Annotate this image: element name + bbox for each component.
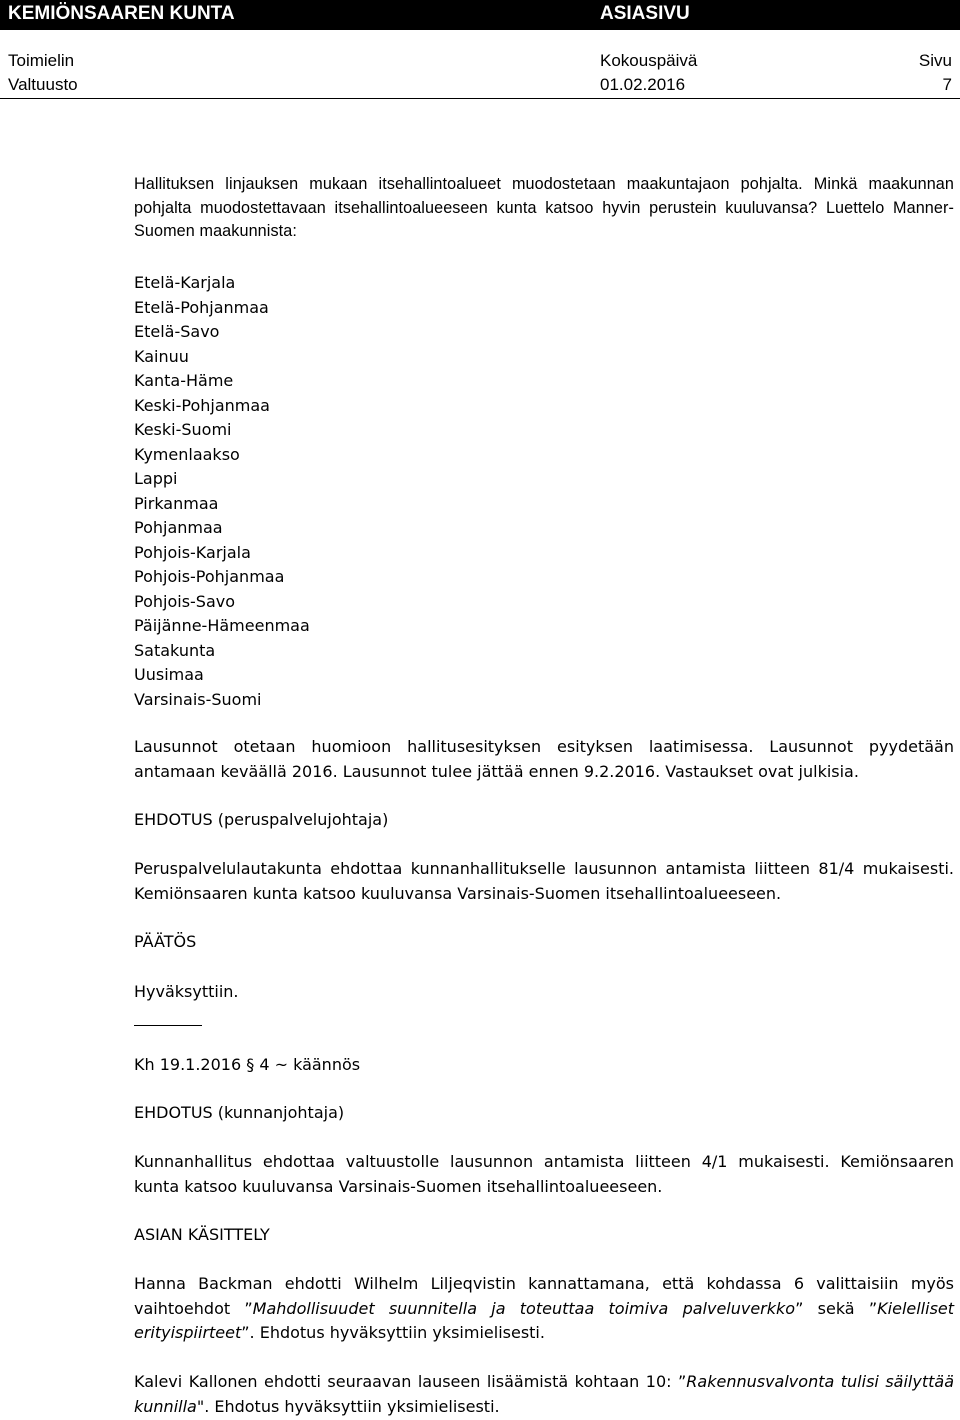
decision-text: Hyväksyttiin. xyxy=(134,982,239,1001)
region-item: Päijänne-Hämeenmaa xyxy=(134,616,310,635)
organ-label: Toimielin xyxy=(8,51,75,70)
region-item: Keski-Suomi xyxy=(134,420,232,439)
page-label: Sivu xyxy=(918,51,952,70)
handling-paragraph-2 xyxy=(134,1370,954,1419)
header-rule xyxy=(0,98,960,99)
region-item: Pohjois-Savo xyxy=(134,591,236,611)
region-item: Pirkanmaa xyxy=(134,493,219,513)
decision-heading: PÄÄTÖS xyxy=(134,932,197,951)
handling-heading: ASIAN KÄSITTELY xyxy=(134,1225,270,1244)
handling-text: ”. Ehdotus hyväksyttiin yksimielisesti. xyxy=(241,1323,545,1342)
region-item: Keski-Pohjanmaa xyxy=(134,395,270,415)
region-item: Lappi xyxy=(134,469,178,488)
region-item: Kymenlaakso xyxy=(134,444,240,464)
region-item: Kanta-Häme xyxy=(134,371,234,390)
region-item: Pohjois-Pohjanmaa xyxy=(134,567,285,586)
separator-line xyxy=(134,1025,202,1026)
intro-paragraph: Hallituksen linjauksen mukaan itsehallintoalueet muodostetaan maakuntajaon pohjalta. Minkä maakunnan pohjalta muodostettavaan itsehallintoalueeseen kunta katsoo hyvin perustein kuuluvansa? Luettelo Manner-Suomen maakunnista: xyxy=(134,175,954,240)
region-item: Uusimaa xyxy=(134,665,204,684)
page-number: 7 xyxy=(942,75,952,94)
handling-quote: Mahdollisuudet suunnitella ja toteuttaa toimiva palveluverkko xyxy=(252,1298,796,1318)
date-value: 01.02.2016 xyxy=(600,75,686,94)
region-item: Kainuu xyxy=(134,346,189,366)
proposal-heading: EHDOTUS (peruspalvelujohtaja) xyxy=(134,810,389,829)
region-item: Etelä-Savo xyxy=(134,322,220,341)
handling-paragraph-1 xyxy=(134,1272,954,1346)
handling-quote: Rakennusvalvonta tulisi säilyttää kunnilla xyxy=(134,1372,954,1416)
region-item: Pohjanmaa xyxy=(134,518,223,537)
proposal-paragraph: Peruspalvelulautakunta ehdottaa kunnanhallitukselle lausunnon antamista liitteen 81/4 mukaisesti. Kemiönsaaren kunta katsoo kuuluvansa Varsinais-Suomen itsehallintoalueeseen. xyxy=(134,859,954,903)
region-item: Pohjois-Karjala xyxy=(134,542,251,562)
region-item: Etelä-Pohjanmaa xyxy=(134,297,269,317)
kh-reference: Kh 19.1.2016 § 4 ~ käännös xyxy=(134,1055,361,1074)
kh-proposal-paragraph: Kunnanhallitus ehdottaa valtuustolle lausunnon antamista liitteen 4/1 mukaisesti. Kemiönsaaren kunta katsoo kuuluvansa Varsinais-Suomen itsehallintoalueeseen. xyxy=(134,1152,954,1196)
region-item: Etelä-Karjala xyxy=(134,273,236,292)
handling-quote: Kielelliset erityispiirteet xyxy=(134,1298,955,1342)
date-label: Kokouspäivä xyxy=(600,51,698,70)
handling-text: Hanna Backman ehdotti Wilhelm Liljeqvistin kannattamana, että kohdassa 6 valittaisiin myös vaihtoehdot ” xyxy=(134,1274,954,1318)
org-name: KEMIÖNSAAREN KUNTA xyxy=(8,3,235,24)
doc-type: ASIASIVU xyxy=(600,3,690,24)
organ-value: Valtuusto xyxy=(8,75,78,94)
handling-text: Kalevi Kallonen ehdotti seuraavan lauseen lisäämistä kohtaan 10: ” xyxy=(134,1372,687,1391)
kh-proposal-heading: EHDOTUS (kunnanjohtaja) xyxy=(134,1103,345,1122)
handling-text: ". Ehdotus hyväksyttiin yksimielisesti. xyxy=(196,1396,500,1416)
statements-paragraph: Lausunnot otetaan huomioon hallitusesityksen esityksen laatimisessa. Lausunnot pyydetään antamaan keväällä 2016. Lausunnot tulee jättää ennen 9.2.2016. Vastaukset ovat julkisia. xyxy=(134,737,954,781)
region-item: Satakunta xyxy=(134,640,216,660)
handling-text: ” sekä ” xyxy=(795,1298,878,1318)
region-list xyxy=(134,271,954,712)
region-item: Varsinais-Suomi xyxy=(134,689,262,709)
